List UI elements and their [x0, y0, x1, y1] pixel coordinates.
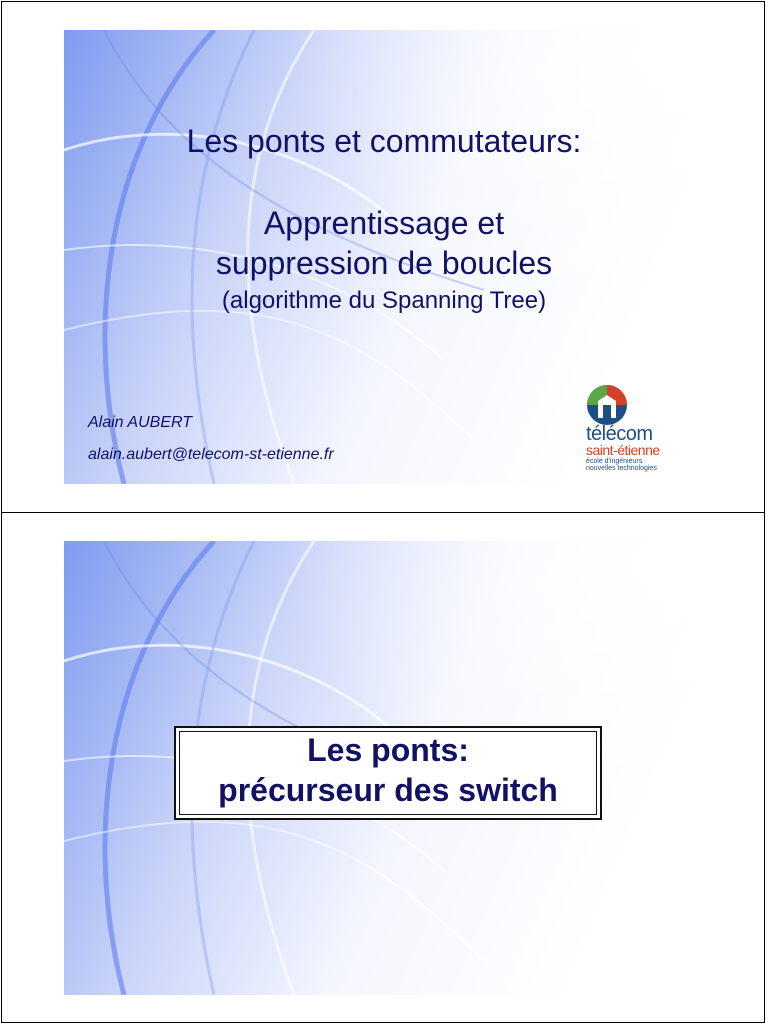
slide-2 [64, 541, 704, 995]
slide-2-frame [1, 512, 765, 1023]
author-email: alain.aubert@telecom-st-etienne.fr [88, 446, 334, 463]
slide-title: Les ponts et commutateurs: [186, 123, 582, 159]
section-title-line1: Les ponts: [307, 732, 469, 768]
logo-word: télécom [586, 423, 653, 445]
slide-subtitle-line3: (algorithme du Spanning Tree) [221, 287, 547, 314]
slide-subtitle-line2: suppression de boucles [215, 245, 553, 281]
telecom-logo [582, 380, 682, 476]
slide-subtitle-line1: Apprentissage et [263, 205, 505, 241]
logo-mark-icon [586, 384, 632, 426]
slide-1-frame [1, 1, 765, 513]
logo-tagline [586, 458, 696, 472]
section-title-box [174, 726, 602, 820]
logo-tagline-line1: école d'ingénieurs [586, 458, 643, 465]
logo-tagline-line2: nouvelles technologies [586, 465, 657, 472]
section-title-line2: précurseur des switch [218, 772, 558, 808]
slide-1 [64, 30, 704, 484]
author-name: Alain AUBERT [88, 414, 193, 431]
logo-sub: saint-étienne [586, 442, 660, 458]
